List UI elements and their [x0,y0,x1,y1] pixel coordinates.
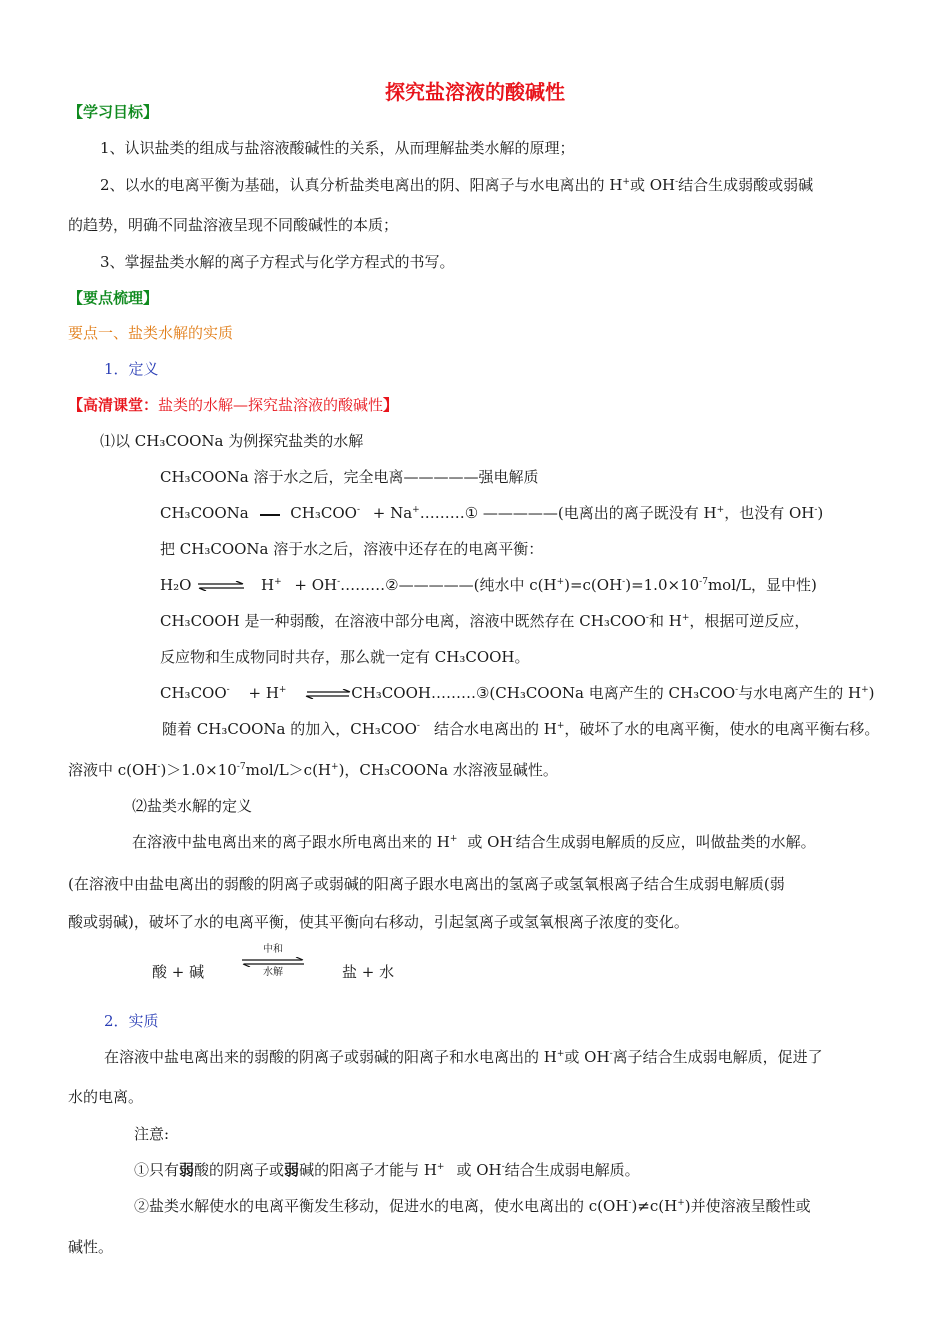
page-title: 探究盐溶液的酸碱性 [385,80,565,104]
para-13: (在溶液中由盐电离出的弱酸的阴离子或弱碱的阳离子跟水电离出的氢离子或氢氧根离子结合生成弱电解质(弱 [68,875,785,893]
para-4: 把 CH₃COONa 溶于水之后，溶液中还存在的电离平衡： [160,540,544,558]
section-goals-heading: 【学习目标】 [68,103,159,121]
goal-3: 3、掌握盐类水解的离子方程式与化学方程式的书写。 [100,253,455,271]
note-2: ②盐类水解使水的电离平衡发生移动，促进水的电离，使水电离出的 c(OH-)≠c(H+)并使溶液呈酸性或 [134,1197,811,1215]
hd-classroom-note: 【高清课堂：盐类的水解—探究盐溶液的酸碱性】 [68,396,399,414]
para-2: CH₃COONa 溶于水之后，完全电离—————强电解质 [160,468,539,486]
goal-2: 2、以水的电离平衡为基础，认真分析盐类电离出的阴、阳离子与水电离出的 H+或 OH-结合生成弱酸或弱碱 [100,176,814,194]
para-10: 溶液中 $c(OH^-)>1.0\times 10^{-7}mol/L>c(H^+)$，CH₃COONa 水溶液显碱性。 [68,761,558,779]
para-11: ⑵盐类水解的定义 [132,797,253,815]
goal-1: 1、认识盐类的组成与盐溶液酸碱性的关系，从而理解盐类水解的原理； [100,139,575,157]
equals-sign [258,504,282,524]
equation-3: CH₃COO- + H+ CH₃COOH………③(CH₃COONa 电离产生的 CH₃COO-与水电离产生的 H+) [160,684,875,702]
para-9: 随着 CH₃COONa 的加入，CH₃COO- 结合水电离出的 H+，破坏了水的电离平衡，使水的电离平衡右移。 [162,720,880,738]
para-16: 在溶液中盐电离出来的弱酸的阴离子或弱碱的阳离子和水电离出的 H+或 OH-离子结合生成弱电解质，促进了 [104,1048,823,1066]
equation-1: CH₃COONa CH₃COO- + Na+………① —————(电离出的离子既没有 H+，也没有 OH-) [160,504,824,522]
neutralization-hydrolysis-arrows: 中和 水解 [240,944,306,980]
goal-2-cont: 的趋势，明确不同盐溶液呈现不同酸碱性的本质； [68,216,399,234]
note-heading: 注意: [134,1125,170,1143]
note-2-cont: 碱性。 [68,1238,114,1256]
equilibrium-arrow [196,576,246,596]
para-6: CH₃COOH 是一种弱酸，在溶液中部分电离，溶液中既然存在 CH₃COO-和 H+，根据可逆反应， [160,612,810,630]
equilibrium-arrow [305,684,351,704]
para-1: ⑴以 CH₃COONa 为例探究盐类的水解 [100,432,364,450]
essence-heading: 2．实质 [104,1012,159,1030]
note-1: ①只有弱酸的阴离子或弱碱的阳离子才能与 H+ 或 OH-结合生成弱电解质。 [134,1161,640,1179]
neutralization-right: 盐 + 水 [342,963,395,981]
neutralization-left: 酸 + 碱 [152,963,205,981]
para-17: 水的电离。 [68,1088,144,1106]
definition-heading: 1．定义 [104,360,159,378]
para-7: 反应物和生成物同时共存，那么就一定有 CH₃COOH。 [160,648,530,666]
point-1-heading: 要点一、盐类水解的实质 [68,324,234,342]
para-14: 酸或弱碱)，破坏了水的电离平衡，使其平衡向右移动，引起氢离子或氢氧根离子浓度的变化。 [68,913,689,931]
section-points-heading: 【要点梳理】 [68,289,159,307]
equation-2: H₂O H+ + OH-………②—————(纯水中 $c(H^+)=c(OH^-)=1.0\times 10^{-7}mol/L$，显中性) [160,576,817,594]
para-12: 在溶液中盐电离出来的离子跟水所电离出来的 H+ 或 OH-结合生成弱电解质的反应，叫做盐类的水解。 [132,833,816,851]
